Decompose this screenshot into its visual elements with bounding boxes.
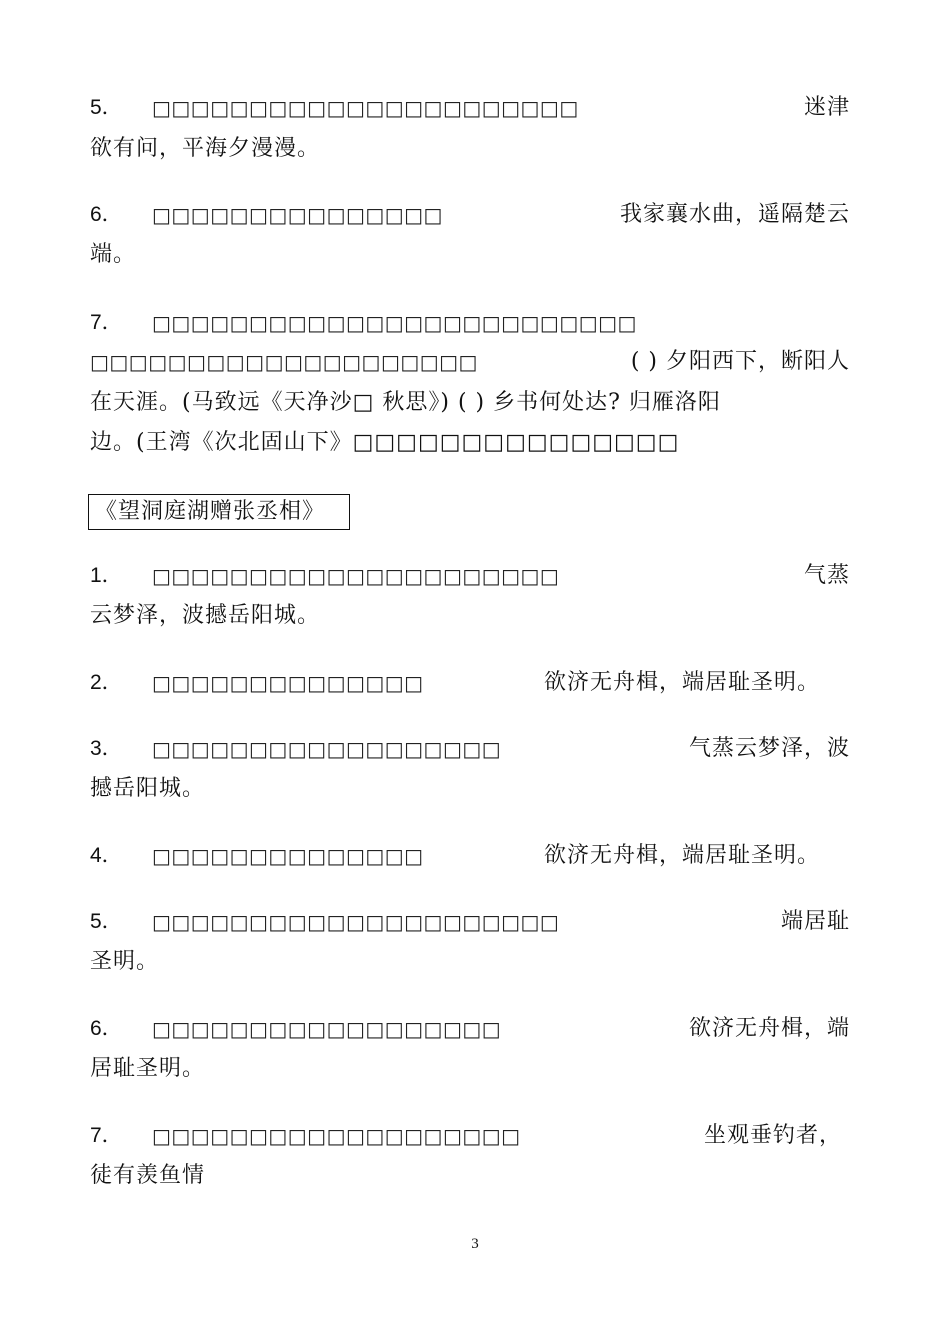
answer-text: 欲济无舟楫，端居耻圣明。 — [543, 843, 820, 868]
section-title: 《望洞庭湖赠张丞相》 — [88, 494, 350, 530]
question-number: 5． — [90, 910, 123, 933]
answer-line: 在天涯。(马致远《天净沙□ 秋思》) ( ) 乡书何处达? 归雁洛阳 — [90, 390, 721, 415]
question-prompt-line2: □□□□□□□□□□□□□□□□□□□□ — [90, 350, 478, 374]
question-number: 6． — [90, 203, 123, 226]
answer-text: 欲济无舟楫，端居耻圣明。 — [543, 670, 820, 695]
question-number: 7． — [90, 1124, 123, 1147]
answer-continuation: 欲有问，平海夕漫漫。 — [90, 136, 321, 161]
question-prompt: □□□□□□□□□□□□□□□□□□□□□ — [152, 910, 560, 934]
answer-text: 欲济无舟楫，端 — [688, 1016, 850, 1041]
answer-text: 端居耻 — [780, 909, 850, 934]
answer-continuation: 居耻圣明。 — [90, 1056, 206, 1081]
answer-continuation: 端。 — [90, 242, 137, 267]
question-number: 1． — [90, 564, 123, 587]
question-number: 2． — [90, 671, 123, 694]
answer-text: 坐观垂钓者， — [703, 1123, 842, 1148]
answer-text: 气蒸 — [803, 563, 850, 588]
question-prompt: □□□□□□□□□□□□□□□□□□□□□ — [152, 564, 560, 588]
question-prompt: □□□□□□□□□□□□□□ — [152, 671, 424, 695]
answer-line: 边。(王湾《次北固山下》□□□□□□□□□□□□□□□ — [90, 430, 680, 455]
question-prompt: □□□□□□□□□□□□□□□□□□ — [152, 737, 502, 761]
answer-text: 迷津 — [803, 95, 850, 120]
question-number: 3． — [90, 737, 123, 760]
question-prompt: □□□□□□□□□□□□□□□□□□ — [152, 1017, 502, 1041]
question-number: 4． — [90, 844, 123, 867]
page-number: 3 — [471, 1236, 479, 1252]
answer-continuation: 徒有羡鱼情 — [90, 1163, 206, 1188]
question-number: 5． — [90, 96, 123, 119]
answer-text: 气蒸云梦泽，波 — [688, 736, 850, 761]
answer-text: ( ) 夕阳西下，断阳人 — [630, 349, 850, 374]
question-prompt: □□□□□□□□□□□□□□ — [152, 844, 424, 868]
question-number: 7． — [90, 311, 123, 334]
question-prompt: □□□□□□□□□□□□□□□ — [152, 203, 443, 227]
question-number: 6． — [90, 1017, 123, 1040]
answer-continuation: 云梦泽，波撼岳阳城。 — [90, 603, 321, 628]
answer-text: 我家襄水曲，遥隔楚云 — [619, 202, 850, 227]
question-prompt: □□□□□□□□□□□□□□□□□□□ — [152, 1124, 521, 1148]
question-prompt: □□□□□□□□□□□□□□□□□□□□□□ — [152, 96, 579, 120]
question-prompt: □□□□□□□□□□□□□□□□□□□□□□□□□ — [152, 311, 637, 335]
answer-continuation: 圣明。 — [90, 949, 160, 974]
answer-continuation: 撼岳阳城。 — [90, 776, 206, 801]
